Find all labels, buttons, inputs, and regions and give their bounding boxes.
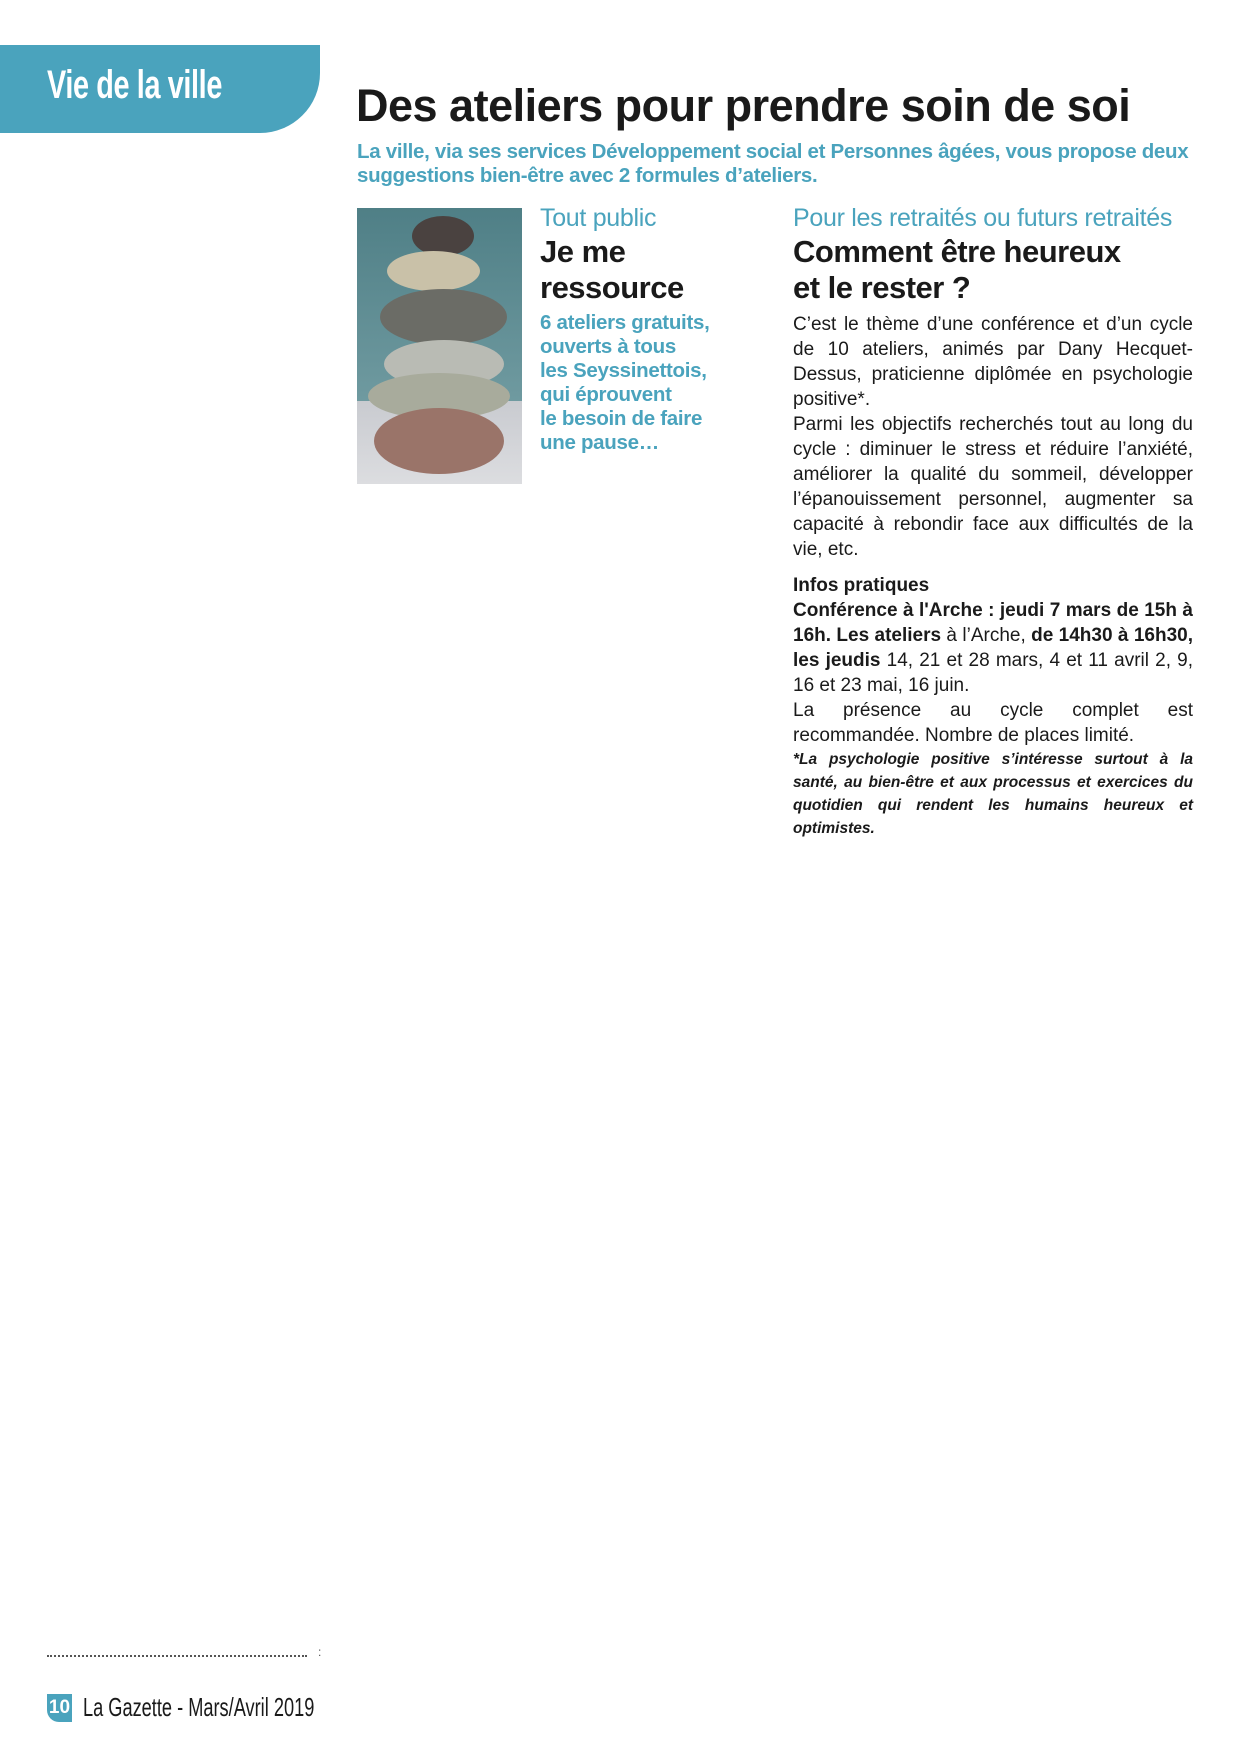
article-title: Des ateliers pour prendre soin de soi [356,80,1131,131]
right-heading-line: et le rester ? [793,270,971,305]
left-kicker: Tout public [540,204,657,232]
infos-note: La présence au cycle complet est recommandée. Nombre de places limité. [793,700,1193,746]
right-heading-line: Comment être heureux [793,234,1121,269]
body-paragraph: Parmi les objectifs recherchés tout au long du cycle : diminuer le stress et réduire l’anxiété, améliorer la qualité du sommeil, développer l’épanouissement personnel, augmenter sa capacité à rebondir face aux difficultés de la vie, etc. [793,414,1193,560]
body-paragraph: C’est le thème d’une conférence et d’un cycle de 10 ateliers, animés par Dany Hecquet-Dessus, praticienne diplômée en psychologie positive*. [793,314,1193,410]
left-heading-line: ressource [540,270,684,305]
publication-name: La Gazette - Mars/Avril 2019 [83,1692,315,1722]
practical-info [793,573,1193,748]
infos-dates: Conférence à l'Arche : jeudi 7 mars de 15h à 16h. Les ateliers [793,600,1193,646]
infos-text: 14, 21 et 28 mars, 4 et 11 avril 2, 9, 16 et 23 mai, 16 juin. [793,650,1193,696]
section-banner [0,45,320,133]
article-lead: La ville, via ses services Développement social et Personnes âgées, vous propose deux suggestions bien-être avec 2 formules d’ateliers. [357,140,1189,187]
page-number: 10 [47,1694,72,1722]
footer-divider-mark: : [318,1645,322,1659]
right-kicker: Pour les retraités ou futurs retraités [793,204,1173,232]
right-heading [793,234,1121,306]
left-intro [540,311,760,455]
left-heading-line: Je me [540,234,626,269]
stacked-stones-photo [357,208,522,484]
infos-text: à l’Arche, [941,625,1032,646]
intro-line: ouverts à tous [540,335,676,358]
intro-line: le besoin de faire [540,407,703,430]
footer-divider [47,1655,307,1657]
left-heading [540,234,684,306]
intro-line: une pause… [540,431,659,454]
intro-line: les Seyssinettois, [540,359,707,382]
section-label: Vie de la ville [47,63,222,107]
intro-line: qui éprouvent [540,383,672,406]
infos-title: Infos pratiques [793,575,930,596]
intro-line: 6 ateliers gratuits, [540,311,710,334]
footnote: *La psychologie positive s’intéresse surtout à la santé, au bien-être et aux processus et exercices du quotidien qui rendent les humains heureux et optimistes. [793,751,1193,837]
right-body [793,312,1193,562]
infos-hours: de 14h30 à 16h30, les jeudis [793,625,1193,671]
